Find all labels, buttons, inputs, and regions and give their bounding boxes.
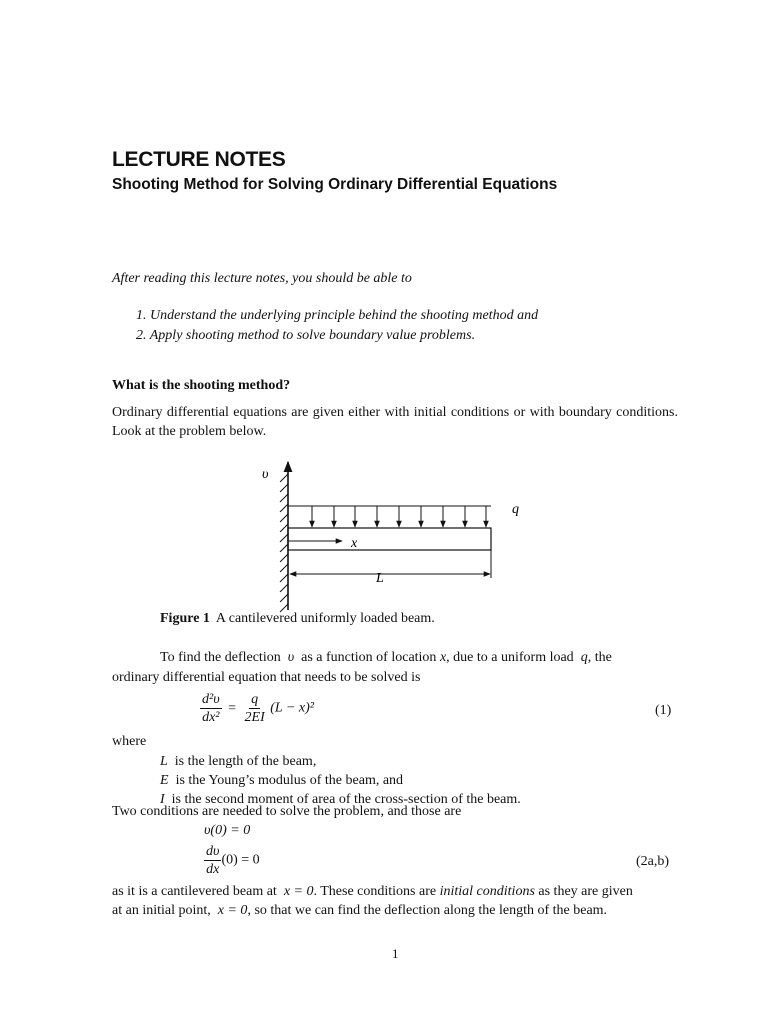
- equation-2b: $\frac{d\upsilon}{dx}$ (0) = 0: [206, 844, 260, 877]
- page-subtitle: Shooting Method for Solving Ordinary Differential Equations: [112, 176, 558, 193]
- label-q: q: [512, 502, 519, 517]
- fixed-wall: [280, 462, 288, 612]
- figure-caption-text: A cantilevered uniformly loaded beam.: [215, 611, 435, 626]
- definition-item: E is the Young’s modulus of the beam, and: [160, 773, 404, 788]
- definition-item: L is the length of the beam,: [160, 754, 317, 769]
- distributed-load: [288, 506, 491, 527]
- objective-item: 1. Understand the underlying principle behind the shooting method and: [136, 308, 539, 323]
- para2-line2: ordinary differential equation that needs to be solved is: [112, 670, 421, 685]
- para2-line1: To find the deflection υ as a function of location x, due to a uniform load q, the: [160, 650, 612, 665]
- figure-caption: [160, 611, 435, 627]
- equation-2a: υ(0) = 0: [204, 823, 251, 838]
- equation-1: $\frac{\text{d²υ}}{\text{dx²}}$ = $\frac{q}{2EI}$ (L − x)²: [202, 692, 314, 725]
- objective-item: 2. Apply shooting method to solve boundary value problems.: [136, 328, 476, 343]
- where-label: where: [112, 734, 147, 749]
- closing-line2: at an initial point, x = 0, so that we can find the deflection along the length of the beam.: [112, 903, 608, 918]
- label-x: x: [351, 536, 358, 551]
- definitions-list: [160, 752, 521, 809]
- equation-1-number: (1): [655, 703, 672, 718]
- closing-line1: as it is a cantilevered beam at x = 0. These conditions are initial conditions as they are given: [112, 884, 633, 899]
- intro-lead: After reading this lecture notes, you should be able to: [112, 271, 412, 286]
- beam: [288, 528, 491, 550]
- conditions-intro: Two conditions are needed to solve the problem, and those are: [112, 804, 462, 819]
- figure-caption-label: Figure 1: [160, 611, 210, 626]
- page-number: 1: [392, 946, 399, 961]
- definition-item: I is the second moment of area of the cross-section of the beam.: [160, 792, 521, 807]
- section-heading: What is the shooting method?: [112, 378, 291, 393]
- equation-2-number: (2a,b): [636, 854, 670, 869]
- beam-figure: [250, 452, 540, 614]
- objectives-list: [136, 306, 538, 346]
- intro-paragraph: Ordinary differential equations are given either with initial conditions or with boundary conditions. Look at the problem below.: [112, 405, 678, 439]
- page-title: LECTURE NOTES: [112, 148, 286, 171]
- label-L: L: [376, 571, 384, 586]
- label-upsilon: υ: [262, 467, 269, 482]
